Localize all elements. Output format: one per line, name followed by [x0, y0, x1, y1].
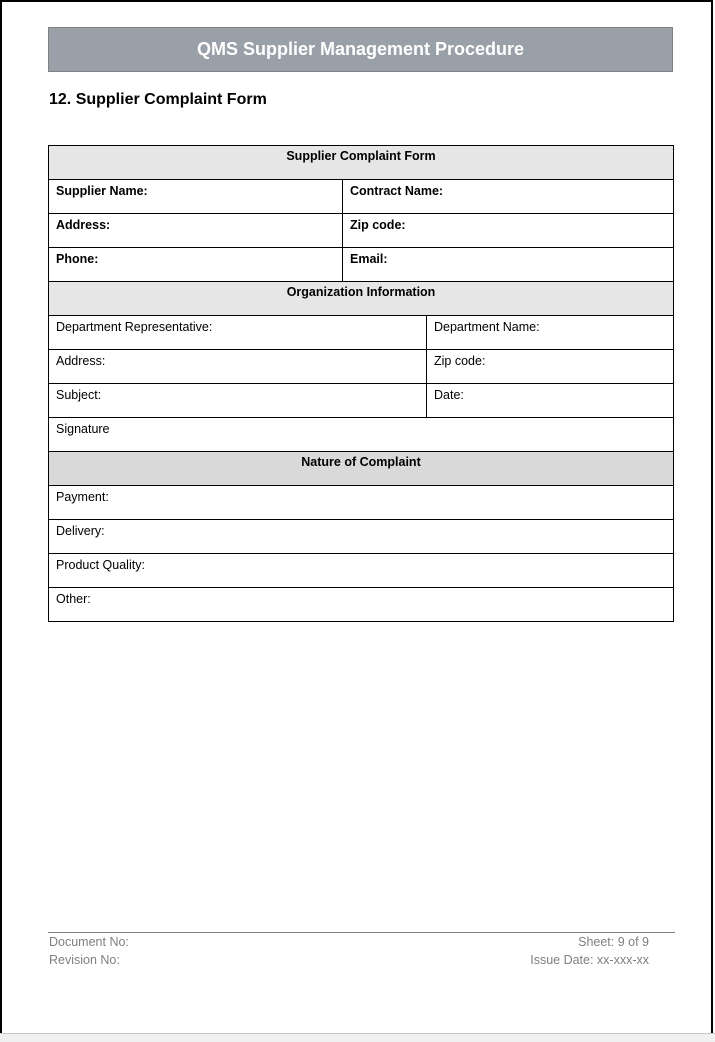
- form-row: [49, 384, 674, 418]
- form-row: [49, 316, 674, 350]
- document-number: Document No:: [49, 935, 129, 949]
- other-field[interactable]: Other:: [49, 588, 674, 622]
- section-title: 12. Supplier Complaint Form: [49, 91, 267, 108]
- supplier-section-header: [49, 146, 674, 180]
- window-bottom-strip: [0, 1033, 715, 1042]
- supplier-phone-field[interactable]: Phone:: [49, 248, 343, 282]
- organization-section-heading: Organization Information: [49, 282, 674, 316]
- complaint-section-header: [49, 452, 674, 486]
- supplier-section-heading: Supplier Complaint Form: [49, 146, 674, 180]
- payment-field[interactable]: Payment:: [49, 486, 674, 520]
- issue-date: Issue Date: xx-xxx-xx: [530, 953, 649, 967]
- supplier-complaint-form-table: [48, 145, 674, 622]
- document-title: QMS Supplier Management Procedure: [196, 39, 525, 59]
- supplier-email-field[interactable]: Email:: [343, 248, 674, 282]
- organization-zip-code-field[interactable]: Zip code:: [427, 350, 674, 384]
- signature-field[interactable]: Signature: [49, 418, 674, 452]
- product-quality-field[interactable]: Product Quality:: [49, 554, 674, 588]
- sheet-number: Sheet: 9 of 9: [578, 935, 649, 949]
- footer-divider: [48, 932, 675, 933]
- supplier-zip-code-field[interactable]: Zip code:: [343, 214, 674, 248]
- form-row: [49, 486, 674, 520]
- supplier-name-field[interactable]: Supplier Name:: [49, 180, 343, 214]
- revision-number: Revision No:: [49, 953, 120, 967]
- department-representative-field[interactable]: Department Representative:: [49, 316, 427, 350]
- form-row: [49, 248, 674, 282]
- date-field[interactable]: Date:: [427, 384, 674, 418]
- department-name-field[interactable]: Department Name:: [427, 316, 674, 350]
- organization-address-field[interactable]: Address:: [49, 350, 427, 384]
- form-row: [49, 350, 674, 384]
- organization-section-header: [49, 282, 674, 316]
- complaint-section-heading: Nature of Complaint: [49, 452, 674, 486]
- supplier-address-field[interactable]: Address:: [49, 214, 343, 248]
- subject-field[interactable]: Subject:: [49, 384, 427, 418]
- form-row: [49, 554, 674, 588]
- form-row: [49, 180, 674, 214]
- form-row: [49, 588, 674, 622]
- delivery-field[interactable]: Delivery:: [49, 520, 674, 554]
- document-header-banner: [48, 27, 673, 72]
- form-row: [49, 520, 674, 554]
- form-row: [49, 418, 674, 452]
- form-row: [49, 214, 674, 248]
- contract-name-field[interactable]: Contract Name:: [343, 180, 674, 214]
